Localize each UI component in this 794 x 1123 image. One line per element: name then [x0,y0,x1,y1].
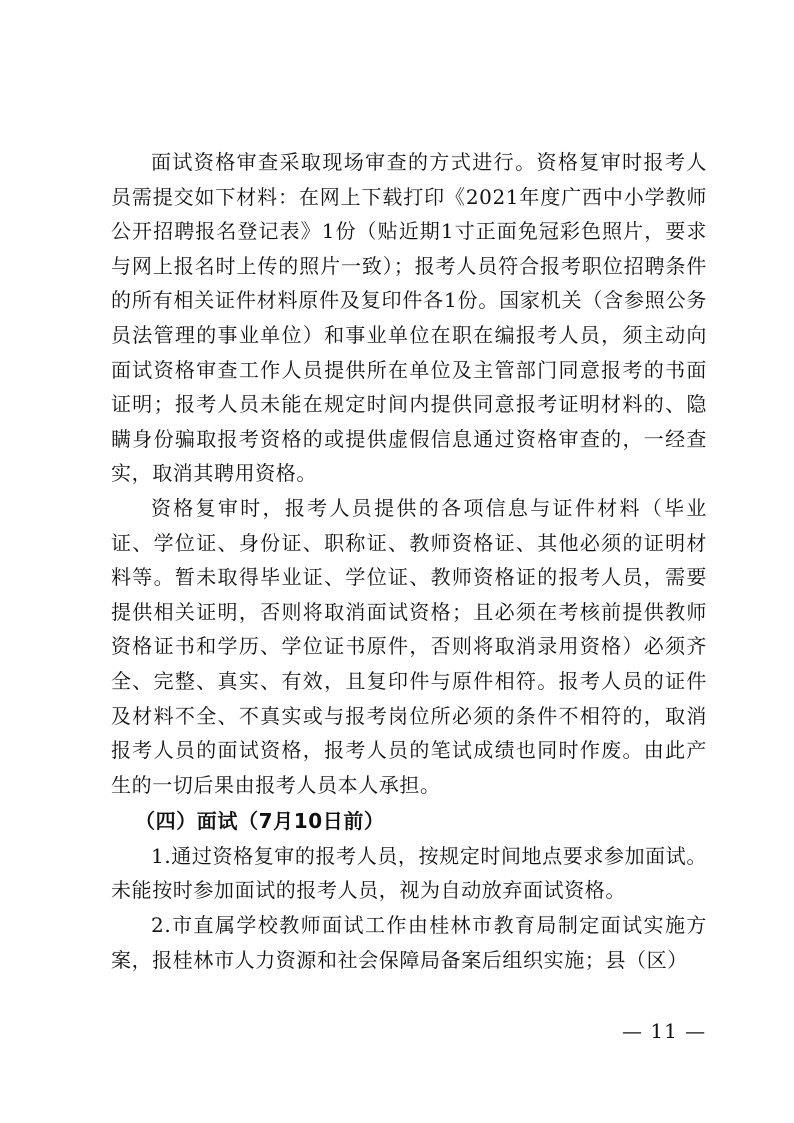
paragraph-review-materials: 资格复审时，报考人员提供的各项信息与证件材料（毕业证、学位证、身份证、职称证、教师资格证、其他必须的证明材料等。暂未取得毕业证、学位证、教师资格证的报考人员，需要提供相关证明，否则将取消面试资格；且必须在考核前提供教师资格证书和学历、学位证书原件，否则将取消录用资格）必须齐全、完整、真实、有效，且复印件与原件相符。报考人员的证件及材料不全、不真实或与报考岗位所必须的条件不相符的，取消报考人员的面试资格，报考人员的笔试成绩也同时作废。由此产生的一切后果由报考人员本人承担。 [111,495,707,797]
document-body [111,145,707,977]
paragraph-interview-item-1: 1.通过资格复审的报考人员，按规定时间地点要求参加面试。未能按时参加面试的报考人员，视为自动放弃面试资格。 [111,843,707,903]
paragraph-interview-item-2: 2.市直属学校教师面试工作由桂林市教育局制定面试实施方案，报桂林市人力资源和社会保障局备案后组织实施；县（区） [111,913,707,972]
page-number: — 11 — [622,1019,707,1043]
paragraph-qualification-review: 面试资格审查采取现场审查的方式进行。资格复审时报考人员需提交如下材料：在网上下载打印《2021年度广西中小学教师公开招聘报名登记表》1份（贴近期1寸正面免冠彩色照片，要求与网上报名时上传的照片一致）；报考人员符合报考职位招聘条件的所有相关证件材料原件及复印件各1份。国家机关（含参照公务员法管理的事业单位）和事业单位在职在编报考人员，须主动向面试资格审查工作人员提供所在单位及主管部门同意报考的书面证明；报考人员未能在规定时间内提供同意报考证明材料的、隐瞒身份骗取报考资格的或提供虚假信息通过资格审查的，一经查实，取消其聘用资格。 [111,150,707,486]
section-heading-interview: （四）面试（7月10日前） [135,809,385,834]
